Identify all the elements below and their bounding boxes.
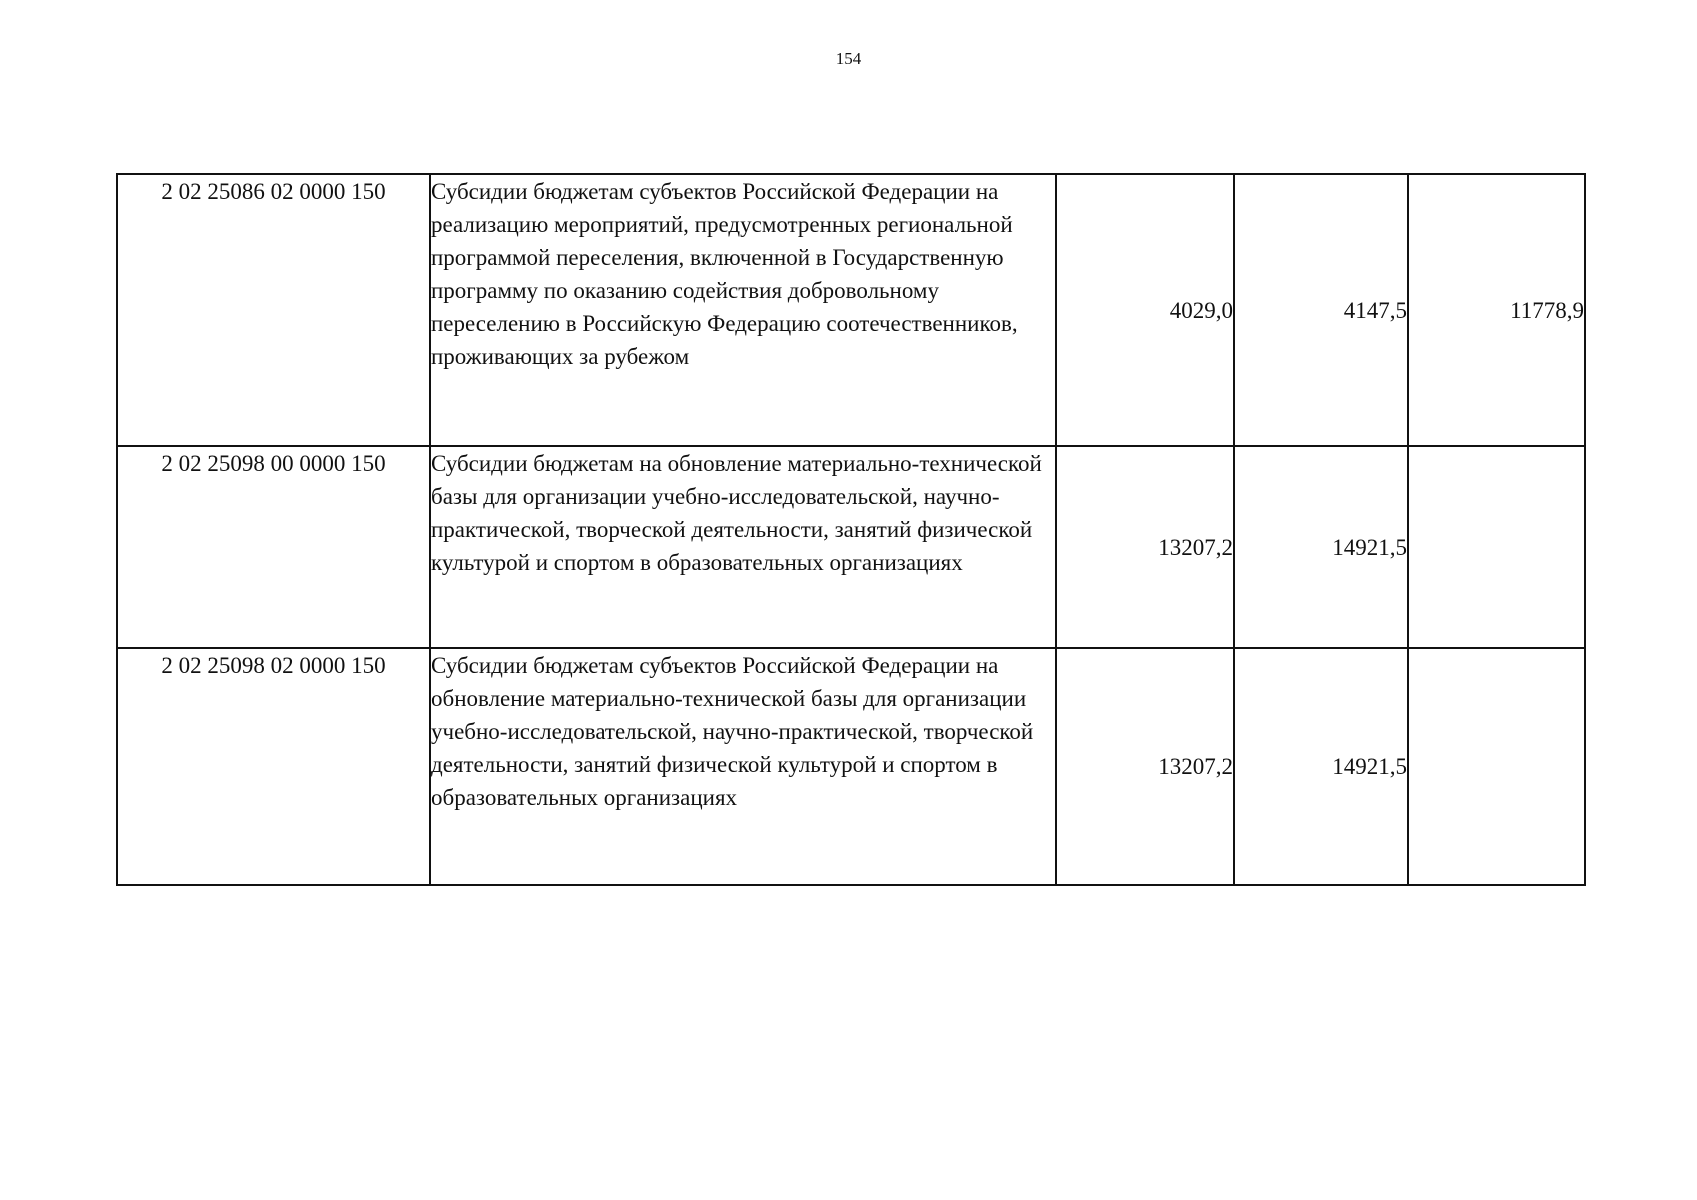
budget-table bbox=[116, 173, 1586, 886]
value-cell-year-3: 11778,9 bbox=[1408, 174, 1585, 446]
value-cell-year-2: 14921,5 bbox=[1234, 446, 1408, 648]
value-cell-year-2: 14921,5 bbox=[1234, 648, 1408, 885]
table-row bbox=[117, 446, 1585, 648]
value-cell-year-1: 13207,2 bbox=[1056, 648, 1234, 885]
value-cell-year-2: 4147,5 bbox=[1234, 174, 1408, 446]
budget-code-cell: 2 02 25098 02 0000 150 bbox=[117, 648, 430, 885]
table-row bbox=[117, 174, 1585, 446]
description-cell: Субсидии бюджетам субъектов Российской Федерации на реализацию мероприятий, предусмотренных региональной программой переселения, включенной в Государственную программу по оказанию содействия добровольному переселению в Российскую Федерацию соотечественников, проживающих за рубежом bbox=[430, 174, 1056, 446]
value-cell-year-3 bbox=[1408, 446, 1585, 648]
value-cell-year-1: 13207,2 bbox=[1056, 446, 1234, 648]
value-cell-year-1: 4029,0 bbox=[1056, 174, 1234, 446]
table-row bbox=[117, 648, 1585, 885]
description-cell: Субсидии бюджетам субъектов Российской Федерации на обновление материально-технической базы для организации учебно-исследовательской, научно-практической, творческой деятельности, занятий физической культурой и спортом в образовательных организациях bbox=[430, 648, 1056, 885]
page-number: 154 bbox=[835, 49, 862, 68]
description-cell: Субсидии бюджетам на обновление материально-технической базы для организации учебно-исследовательской, научно-практической, творческой деятельности, занятий физической культурой и спортом в образовательных организациях bbox=[430, 446, 1056, 648]
value-cell-year-3 bbox=[1408, 648, 1585, 885]
budget-code-cell: 2 02 25098 00 0000 150 bbox=[117, 446, 430, 648]
budget-code-cell: 2 02 25086 02 0000 150 bbox=[117, 174, 430, 446]
